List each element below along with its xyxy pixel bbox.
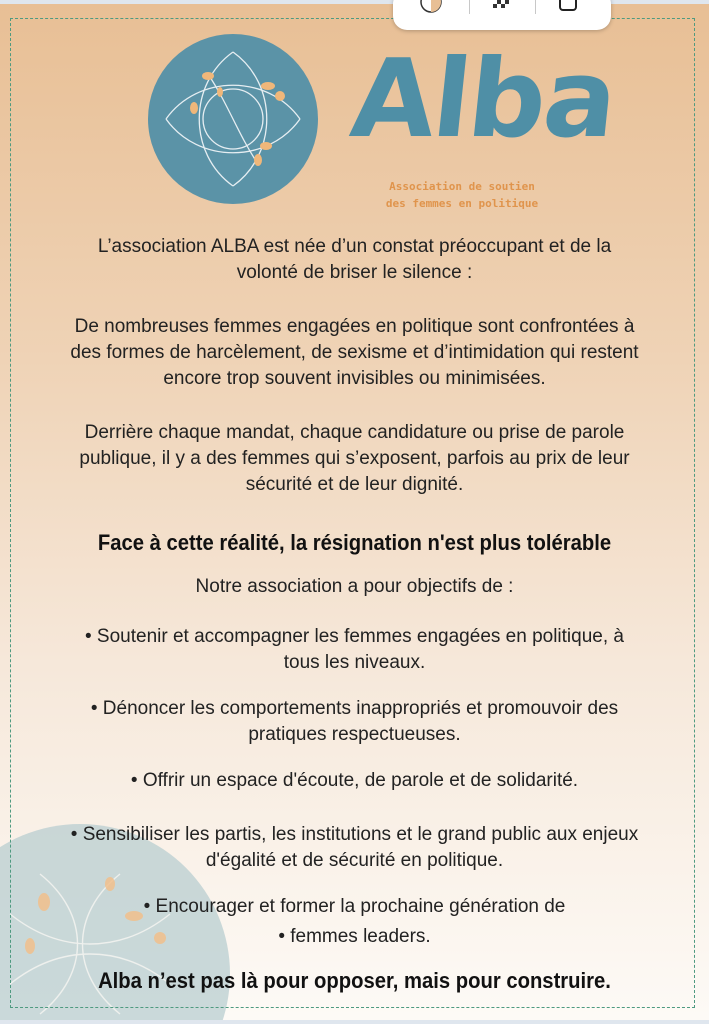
pattern-icon (481, 0, 521, 14)
floating-toolbar (393, 0, 611, 30)
color-picker-icon (411, 0, 451, 14)
page-button[interactable] (548, 0, 588, 12)
section-heading: Face à cette réalité, la résignation n'est plus tolérable (97, 530, 612, 555)
bullet-awareness (20, 822, 689, 874)
intro-line-2: volonté de briser le silence : (236, 262, 473, 283)
logo-tagline (362, 178, 562, 212)
paragraph-3-line-3: sécurité et de leur dignité. (245, 474, 464, 495)
exposure-paragraph (20, 420, 689, 498)
tagline-line-2: des femmes en politique (385, 197, 539, 210)
bullet-5-line-2: • femmes leaders. (278, 926, 431, 947)
bullet-support (20, 624, 689, 676)
intro-line-1: L’association ALBA est née d’un constat préoccupant et de la (97, 236, 612, 257)
bullet-leaders (20, 924, 689, 950)
bullet-encourage (20, 894, 689, 920)
logo-wordmark: Alba (345, 37, 622, 162)
bullet-2-line-2: pratiques respectueuses. (248, 724, 461, 745)
closing-statement: Alba n’est pas là pour opposer, mais pour construire. (98, 968, 611, 993)
paragraph-3-line-2: publique, il y a des femmes qui s’exposent, parfois au prix de leur (79, 448, 630, 469)
page-icon (548, 0, 588, 14)
objectives-intro: Notre association a pour objectifs de : (195, 576, 514, 597)
alba-logo-emblem-icon (148, 34, 318, 204)
bullet-4-line-1: • Sensibiliser les partis, les institutions et le grand public aux enjeux (70, 824, 639, 845)
bullet-denounce (20, 696, 689, 748)
toolbar-separator (469, 0, 470, 14)
tagline-line-1: Association de soutien (389, 180, 535, 193)
pattern-button[interactable] (481, 0, 521, 12)
harassment-paragraph (20, 314, 689, 392)
color-picker-button[interactable] (411, 0, 451, 12)
toolbar-separator (535, 0, 536, 14)
paragraph-3-line-1: Derrière chaque mandat, chaque candidature ou prise de parole (84, 422, 625, 443)
bullet-3-line-1: • Offrir un espace d'écoute, de parole et de solidarité. (130, 770, 579, 791)
bullet-2-line-1: • Dénoncer les comportements inappropriés et promouvoir des (90, 698, 619, 719)
bullet-1-line-1: • Soutenir et accompagner les femmes engagées en politique, à (85, 626, 624, 647)
bullet-listening (20, 768, 689, 794)
paragraph-2-line-1: De nombreuses femmes engagées en politique sont confrontées à (74, 316, 635, 337)
bullet-4-line-2: d'égalité et de sécurité en politique. (205, 850, 504, 871)
bullet-1-line-2: tous les niveaux. (283, 652, 426, 673)
bullet-5-line-1: • Encourager et former la prochaine génération de (143, 896, 566, 917)
paragraph-2-line-2: des formes de harcèlement, de sexisme et d’intimidation qui restent (70, 342, 639, 363)
paragraph-2-line-3: encore trop souvent invisibles ou minimisées. (163, 368, 546, 389)
intro-paragraph (20, 234, 689, 286)
flyer-page (0, 4, 709, 1020)
